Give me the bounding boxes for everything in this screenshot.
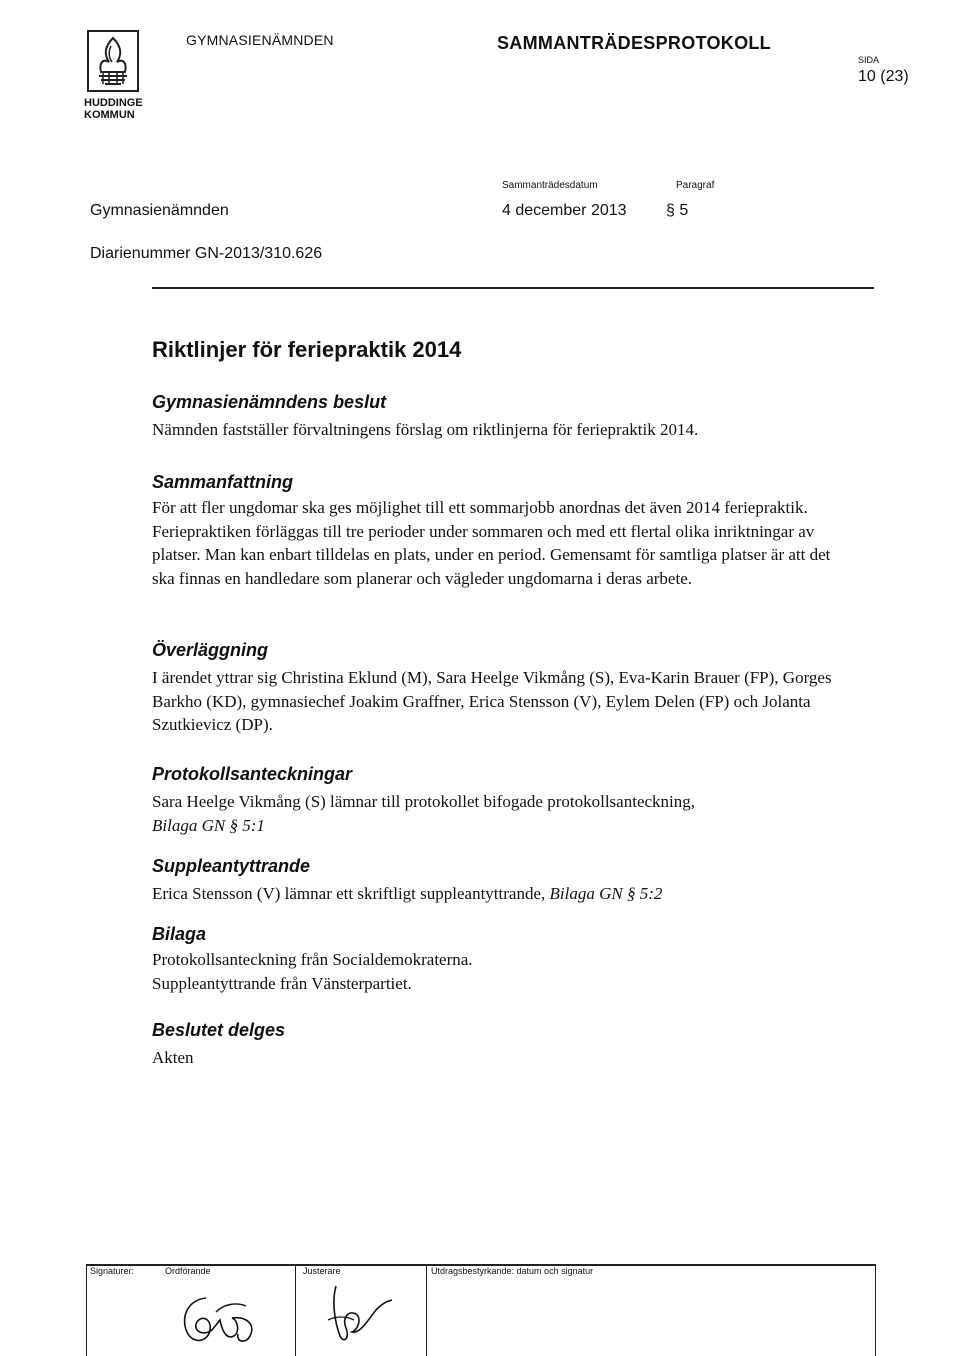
distribution-heading: Beslutet delges [152, 1020, 286, 1040]
paragraph-number: § 5 [666, 202, 689, 219]
date-label: Sammanträdesdatum [502, 180, 598, 191]
notes-body: Sara Heelge Vikmång (S) lämnar till protokollet bifogade protokollsanteckning, [152, 792, 696, 811]
signatures-label: Signaturer: [90, 1266, 135, 1276]
signature-divider [875, 1264, 876, 1356]
organization-name: GYMNASIENÄMNDEN [186, 32, 334, 48]
chair-signature-icon [176, 1290, 286, 1350]
deputy-body: Erica Stensson (V) lämnar ett skriftligt suppleantyttrande, [152, 884, 546, 903]
signature-divider [426, 1264, 427, 1356]
header-divider [152, 287, 874, 289]
summary-text: För att fler ungdomar ska ges möjlighet till ett sommarjobb anordnas det även 2014 feriepraktik. Feriepraktiken förläggas till tre perioder under sommaren och med ett flertal olika inriktningar av platser. Man kan enbart tilldelas en plats, under en period. Gemensamt för samtliga platser är att det ska finnas en handledare som planerar och vägleder ungdomarna i deras arbete. [152, 498, 831, 588]
signature-divider [295, 1264, 296, 1356]
distribution-text: Akten [152, 1048, 194, 1067]
meeting-date: 4 december 2013 [502, 202, 627, 219]
notes-text [152, 790, 832, 837]
page-number: 10 (23) [858, 68, 909, 85]
page-label: SIDA [858, 55, 880, 65]
municipality-logo [87, 30, 139, 92]
deputy-reference: Bilaga GN § 5:2 [549, 884, 663, 903]
committee-name: Gymnasienämnden [90, 202, 229, 219]
document-type: SAMMANTRÄDESPROTOKOLL [497, 33, 771, 53]
attachment-list [152, 948, 832, 995]
municipality-name: HUDDINGE KOMMUN [84, 97, 143, 121]
page-title: Riktlinjer för feriepraktik 2014 [152, 337, 462, 362]
paragraph-label: Paragraf [676, 180, 715, 191]
diary-number: Diarienummer GN-2013/310.626 [90, 245, 323, 262]
attachment-item: Suppleantyttrande från Vänsterpartiet. [152, 973, 412, 993]
deliberation-text: I ärendet yttrar sig Christina Eklund (M), Sara Heelge Vikmång (S), Eva-Karin Brauer (FP), Gorges Barkho (KD), gymnasiechef Joakim Graffner, Erica Stensson (V), Eylem Delen (FP) och Jolanta Szutkievicz (DP). [152, 668, 832, 734]
attachment-heading: Bilaga [152, 924, 207, 944]
notes-heading: Protokollsanteckningar [152, 764, 353, 784]
deliberation-heading: Överläggning [152, 640, 269, 660]
extract-label: Utdragsbestyrkande: datum och signatur [431, 1266, 594, 1276]
notes-reference: Bilaga GN § 5:1 [152, 815, 265, 835]
adjuster-label: Justerare [303, 1266, 341, 1276]
attachment-item: Protokollsanteckning från Socialdemokraterna. [152, 950, 473, 969]
deputy-heading: Suppleantyttrande [152, 856, 311, 876]
summary-heading: Sammanfattning [152, 472, 294, 492]
chair-label: Ordförande [165, 1266, 211, 1276]
decision-heading: Gymnasienämndens beslut [152, 392, 387, 412]
adjuster-signature-icon [306, 1280, 406, 1350]
flame-crest-icon [89, 32, 137, 90]
decision-text: Nämnden fastställer förvaltningens förslag om riktlinjerna för feriepraktik 2014. [152, 420, 699, 439]
deputy-text [152, 882, 832, 906]
